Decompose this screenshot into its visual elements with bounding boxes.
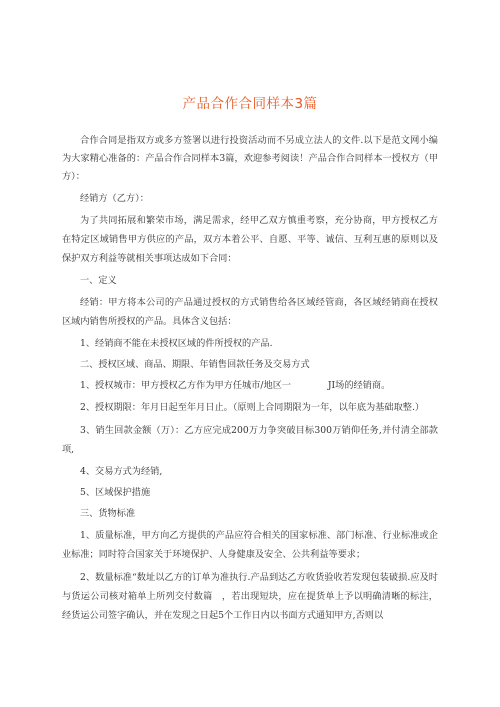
section-heading-authorization: 二、授权区域、商品、期限、年销售回款任务及交易方式 [80, 359, 310, 370]
paragraph-distribution-definition: 经销：甲方将本公司的产品通过授权的方式销售给各区域经管商，各区域经销商在授权区域内销售所授权的产品。具体含义包括： [62, 297, 438, 327]
list-item-2-authorization-period: 2、授权期限：年月日起至年月日止。（原则上合同期限为一年，以年底为基础取整.） [80, 402, 425, 413]
section-heading-definition: 一、定义 [80, 275, 117, 286]
list-item-5-area-protection: 5、区域保护措施 [80, 487, 151, 498]
paragraph-intro: 合作合同是指双方或多方签署以进行投资活动而不另成立法人的文件.以下是范文网小编为大家精心准备的：产品合作合同样本3篇，欢迎参考阅读！产品合作合同样本一授权方（甲方）： [62, 135, 438, 182]
list-item-1-unauthorized-area: 1、经销商不能在未授权区域的件所授权的产品. [80, 338, 273, 349]
list-item-1-authorized-city: 1、授权城市：甲方授权乙方作为甲方任城市/地区一 JI场的经销商。 [80, 380, 391, 391]
paragraph-purpose: 为了共同拓展和繁荣市场，满足需求，经甲乙双方慎重考察，充分协商，甲方授权乙方在特定区域销售甲方供应的产品，双方本着公平、自愿、平等、诚信、互利互惠的原则以及保护双方利益等就相关事项达成如下合同： [62, 215, 438, 264]
list-item-3-sales-amount: 3、销生回款金额（万）：乙方应完成200万力争突破目标300万销仰任务,并付清全部款项, [62, 425, 438, 455]
list-item-1-quality-standard: 1、质量标准，甲方向乙方提供的产品应符合相关的国家标准、部门标准、行业标准或企业标准；同时符合国家关于环境保护、人身健康及安全、公共利益等要求； [62, 530, 438, 560]
list-item-4-transaction-method: 4、交易方式为经销, [80, 466, 163, 477]
document-title: 产品合作合同样本3篇 [182, 96, 318, 112]
paragraph-dealer-party: 经销方（乙方）： [80, 193, 149, 204]
list-item-2-quantity-standard: 2、数量标准“数址以乙方的订单为准执行.产品到达乙方收货验收若发现包装破损.应及时与货运公司核对箱单上所列交付数篇 ，若出现短块，应在提货单上予以明确清晰的标注，经货运公司签字确认，并在发现之日起5个工作日内以书面方式通知甲方,否则以 [62, 572, 438, 621]
section-heading-goods-standard: 三、货物标准 [80, 508, 136, 519]
document-body [62, 132, 438, 629]
